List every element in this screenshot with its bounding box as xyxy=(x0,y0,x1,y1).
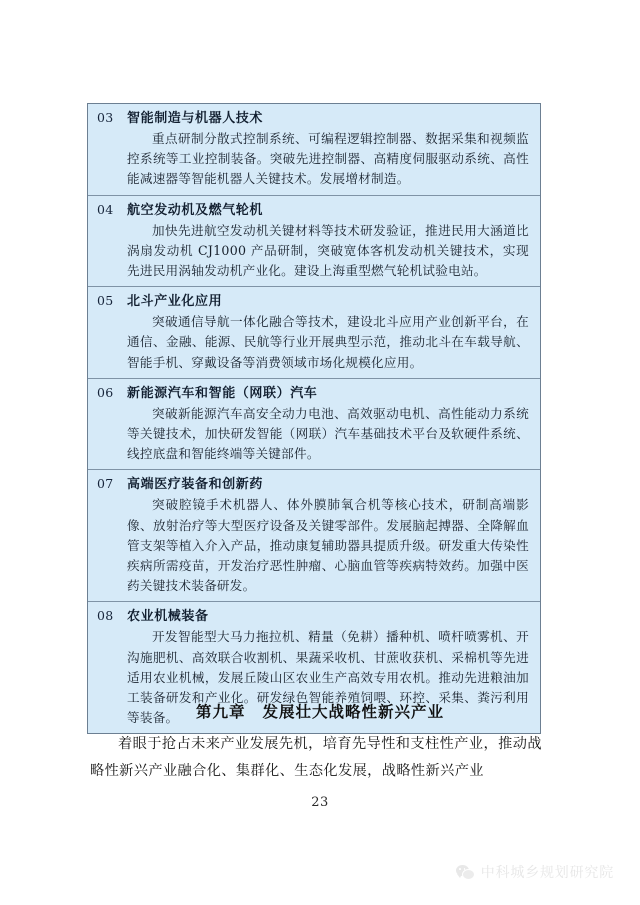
row-header xyxy=(97,200,531,220)
row-number: 05 xyxy=(97,293,114,309)
chapter-title: 发展壮大战略性新兴产业 xyxy=(262,702,445,721)
body-paragraph: 着眼于抢占未来产业发展先机，培育先导性和支柱性产业，推动战略性新兴产业融合化、集群化、生态化发展，战略性新兴产业 xyxy=(90,736,542,779)
table-row xyxy=(88,287,540,379)
row-body-text: 加快先进航空发动机关键材料等技术研发验证，推进民用大涵道比涡扇发动机 CJ1000 产品研制，突破宽体客机发动机关键技术，实现先进民用涡轴发动机产业化。建设上海重型燃气轮机试验电站。 xyxy=(127,222,529,279)
row-body-text: 重点研制分散式控制系统、可编程逻辑控制器、数据采集和视频监控系统等工业控制装备。突破先进控制器、高精度伺服驱动系统、高性能减速器等智能机器人关键技术。发展增材制造。 xyxy=(127,131,529,187)
row-title: 农业机械装备 xyxy=(127,609,209,625)
table-row xyxy=(88,196,540,288)
page-number: 23 xyxy=(311,795,329,810)
row-body-text: 突破新能源汽车高安全动力电池、高效驱动电机、高性能动力系统等关键技术，加快研发智能（网联）汽车基础技术平台及软硬件系统、线控底盘和智能终端等关键部件。 xyxy=(127,405,529,462)
table-row xyxy=(88,379,540,471)
watermark-text: 中科城乡规划研究院 xyxy=(480,865,614,881)
row-number: 03 xyxy=(97,110,114,125)
row-header xyxy=(97,606,531,626)
footer-watermark xyxy=(456,862,614,882)
wechat-eye-left xyxy=(459,868,461,870)
row-number: 08 xyxy=(97,608,114,624)
policy-table xyxy=(87,103,541,734)
table-row xyxy=(88,470,540,602)
wechat-bubble-small xyxy=(462,869,475,880)
table-row xyxy=(88,104,540,196)
row-number: 07 xyxy=(97,476,114,492)
wechat-icon xyxy=(456,864,475,880)
row-body-text: 开发智能型大马力拖拉机、精量（免耕）播种机、喷杆喷雾机、开沟施肥机、高效联合收割机、果蔬采收机、甘蔗收获机、采棉机等先进适用农业机械，发展丘陵山区农业生产高效专用农机。推动先进粮油加工装备研发和产业化。研发绿色智能养殖饲喂、环控、采集、粪污利用等装备。 xyxy=(127,629,529,726)
row-body-text: 突破通信导航一体化融合等技术，建设北斗应用产业创新平台，在通信、金融、能源、民航等行业开展典型示范，推动北斗在车载导航、智能手机、穿戴设备等消费领域市场化规模化应用。 xyxy=(127,314,529,370)
row-title: 航空发动机及燃气轮机 xyxy=(127,202,264,218)
row-title: 新能源汽车和智能（网联）汽车 xyxy=(127,385,318,401)
row-header xyxy=(97,291,531,311)
chapter-label: 第九章 xyxy=(195,702,246,721)
row-header xyxy=(97,383,531,403)
row-header xyxy=(97,108,531,128)
row-title: 北斗产业化应用 xyxy=(127,294,223,310)
row-number: 06 xyxy=(97,384,114,400)
row-header xyxy=(97,474,531,494)
row-body-text: 突破腔镜手术机器人、体外膜肺氧合机等核心技术，研制高端影像、放射治疗等大型医疗设备及关键零部件。发展脑起搏器、全降解血管支架等植入介入产品，推动康复辅助器具提质升级。研发重大传染性疾病所需疫苗，开发治疗恶性肿瘤、心脑血管等疾病特效药。加强中医药关键技术装备研发。 xyxy=(127,497,529,594)
row-title: 高端医疗装备和创新药 xyxy=(127,477,264,493)
chapter-heading xyxy=(0,700,640,722)
row-number: 04 xyxy=(97,201,114,217)
row-title: 智能制造与机器人技术 xyxy=(127,111,264,126)
